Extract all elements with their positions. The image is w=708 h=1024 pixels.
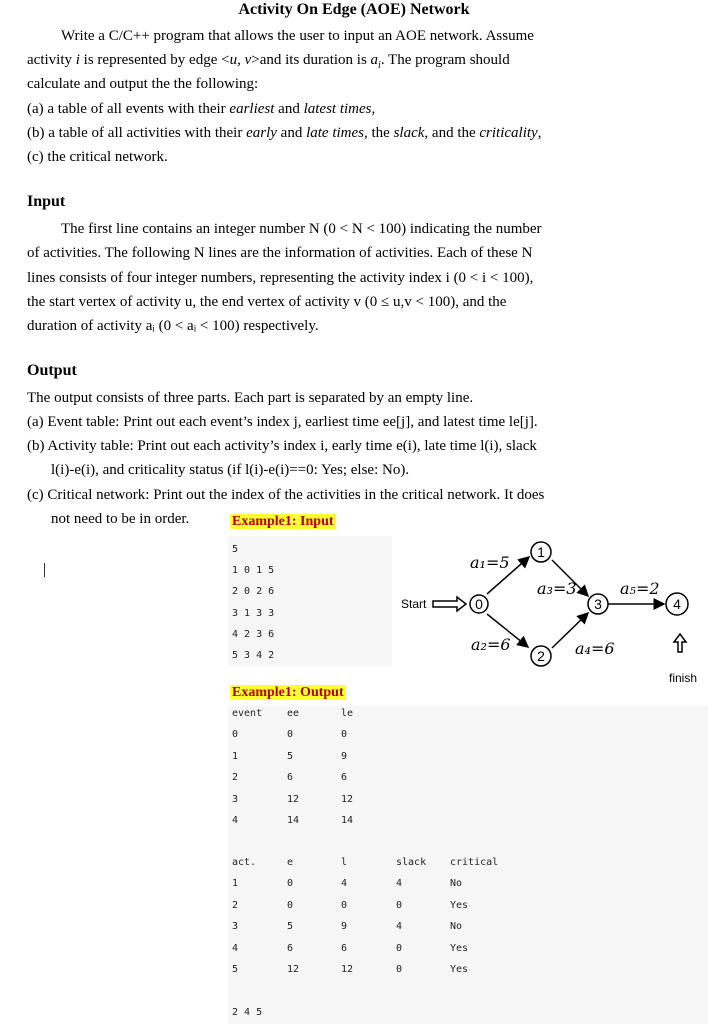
- node-4-label: 4: [673, 596, 681, 612]
- intro-line-3: calculate and output the the following:: [27, 76, 259, 92]
- output-item-a: (a) Event table: Print out each event’s index j, earliest time ee[j], and latest time le[j].: [27, 414, 538, 430]
- input-line: 1 0 1 5: [232, 565, 275, 577]
- example-input-lines: [232, 539, 274, 666]
- input-line-1: The first line contains an integer number N (0 < N < 100) indicating the number: [61, 221, 542, 237]
- output-item-b: (b) Activity table: Print out each activity’s index i, early time e(i), late time l(i), slack l(i)-e(i), and criticality status (if l(i)-e(i)==0: Yes; else: No).: [27, 438, 537, 479]
- critical-network-output: 2 4 5: [232, 1007, 263, 1018]
- node-1-label: 1: [537, 544, 545, 560]
- edge-label-a5: a₅=2: [620, 579, 660, 598]
- output-line-1: The output consists of three parts. Each part is separated by an empty line.: [27, 390, 474, 406]
- input-line-3: lines consists of four integer numbers, representing the activity index i (0 < i < 100),: [27, 270, 534, 286]
- input-heading: Input: [27, 193, 66, 210]
- node-3-label: 3: [594, 596, 602, 612]
- e-col-header: e: [287, 857, 294, 868]
- input-line: 3 1 3 3: [232, 607, 275, 619]
- page-title: Activity On Edge (AOE) Network: [238, 1, 470, 18]
- ee-col-header: ee: [287, 708, 300, 719]
- node-0-label: 0: [475, 596, 483, 612]
- intro-item-c: (c) the critical network.: [27, 149, 168, 165]
- aoe-network-diagram: [395, 530, 708, 690]
- edge-label-a1: a₁=5: [470, 553, 510, 572]
- critical-col-header: critical: [450, 857, 499, 868]
- input-line: 5: [232, 544, 239, 555]
- node-2-label: 2: [537, 648, 545, 664]
- finish-label: finish: [669, 671, 698, 685]
- edge-label-a4: a₄=6: [575, 639, 615, 658]
- intro-line-1: Write a C/C++ program that allows the user to input an AOE network. Assume: [61, 28, 534, 44]
- input-line-4: the start vertex of activity u, the end vertex of activity v (0 ≤ u,v < 100), and the: [27, 294, 507, 310]
- example-output-label: Example1: Output: [232, 685, 344, 700]
- input-line: 4 2 3 6: [232, 628, 275, 640]
- intro-line-2: activity i is represented by edge <u, v>and its duration is $a_i$. The program should: [27, 52, 510, 71]
- example-input-label: Example1: Input: [232, 514, 334, 529]
- le-col-header: le: [341, 708, 354, 719]
- input-line-2: of activities. The following N lines are the information of activities. Each of these N: [27, 245, 533, 261]
- output-item-c: (c) Critical network: Print out the index of the activities in the critical network. It does not need to be in order.: [27, 487, 545, 528]
- input-line-5: duration of activity aᵢ (0 < aᵢ < 100) respectively.: [27, 318, 319, 334]
- text-caret: [44, 563, 45, 577]
- slack-col-header: slack: [396, 857, 427, 868]
- input-line: 5 3 4 2: [232, 650, 275, 662]
- intro-item-a: (a) a table of all events with their earliest and latest times,: [27, 101, 376, 117]
- act-col-header: act.: [232, 857, 257, 868]
- start-arrow-icon: [433, 597, 466, 611]
- event-col-header: event: [232, 708, 263, 719]
- input-line: 2 0 2 6: [232, 586, 275, 598]
- finish-arrow-icon: [674, 634, 686, 652]
- l-col-header: l: [341, 857, 348, 868]
- edge-label-a3: a₃=3: [537, 579, 577, 598]
- start-label: Start: [401, 597, 427, 611]
- output-heading: Output: [27, 362, 77, 379]
- edge-label-a2: a₂=6: [471, 635, 511, 654]
- intro-item-b: (b) a table of all activities with their early and late times, the slack, and the criticality,: [27, 125, 542, 141]
